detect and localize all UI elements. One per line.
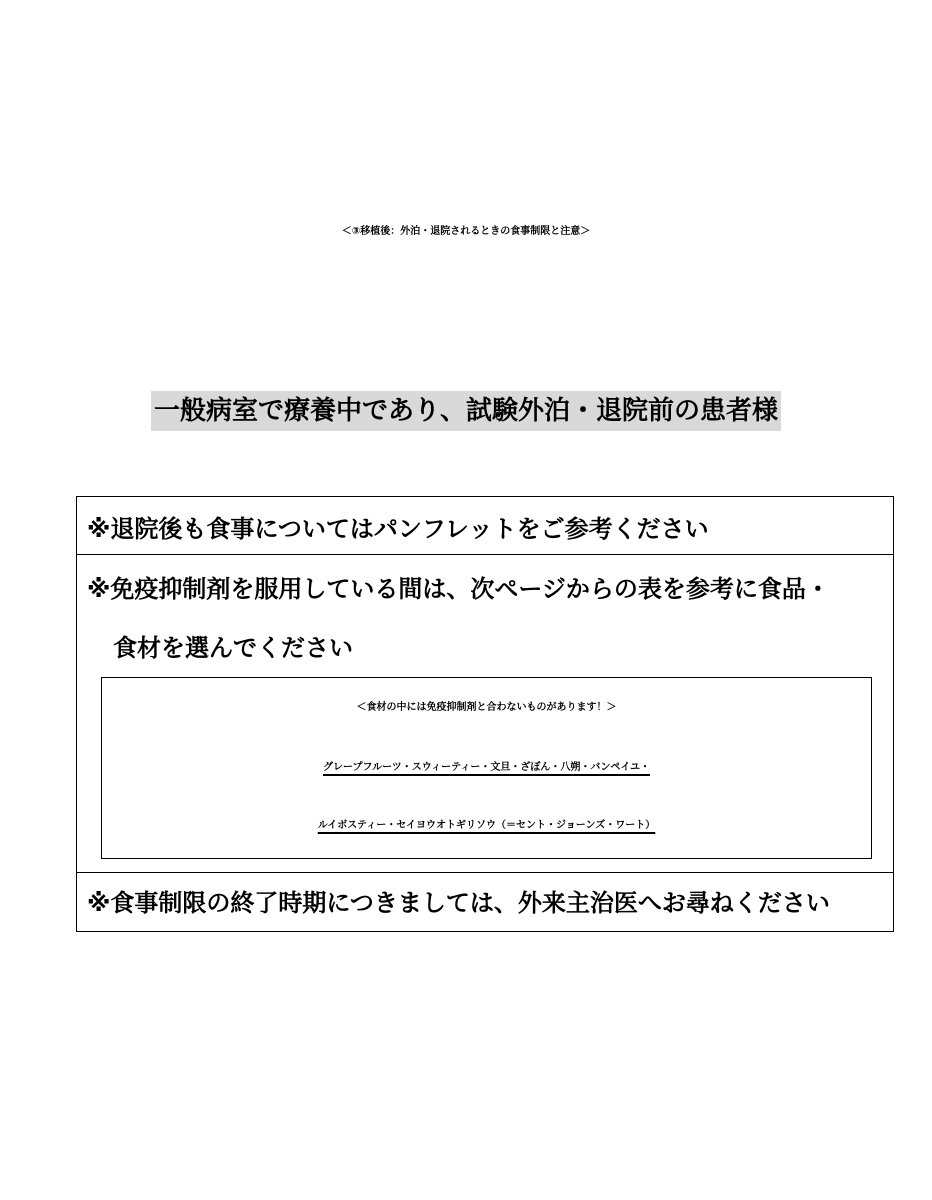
subtitle-container [0, 391, 932, 431]
page-subtitle: 一般病室で療養中であり、試験外泊・退院前の患者様 [151, 391, 781, 431]
warning-foods-line-1: グレープフルーツ・スウィーティー・文旦・ざぼん・八朔・バンペイユ・ [323, 762, 650, 773]
notice-row-2-line-1: ※免疫抑制剤を服用している間は、次ページからの表を参考に食品・ [87, 575, 830, 603]
notice-row-3: ※食事制限の終了時期につきましては、外来主治医へお尋ねください [87, 889, 830, 917]
warning-heading: ＜食材の中には免疫抑制剤と合わないものがあります！＞ [356, 702, 617, 713]
notice-row-2-line-2: 食材を選んでください [113, 634, 353, 662]
warning-box [101, 677, 872, 859]
row-divider-1 [77, 554, 893, 555]
notice-box [76, 496, 894, 932]
notice-row-1: ※退院後も食事についてはパンフレットをご参考ください [87, 515, 709, 543]
page-title: ＜③移植後：外泊・退院されるときの食事制限と注意＞ [341, 226, 591, 237]
warning-foods-line-2: ルイボスティー・セイヨウオトギリソウ（＝セント・ジョーンズ・ワート） [317, 820, 656, 831]
row-divider-2 [77, 872, 893, 873]
